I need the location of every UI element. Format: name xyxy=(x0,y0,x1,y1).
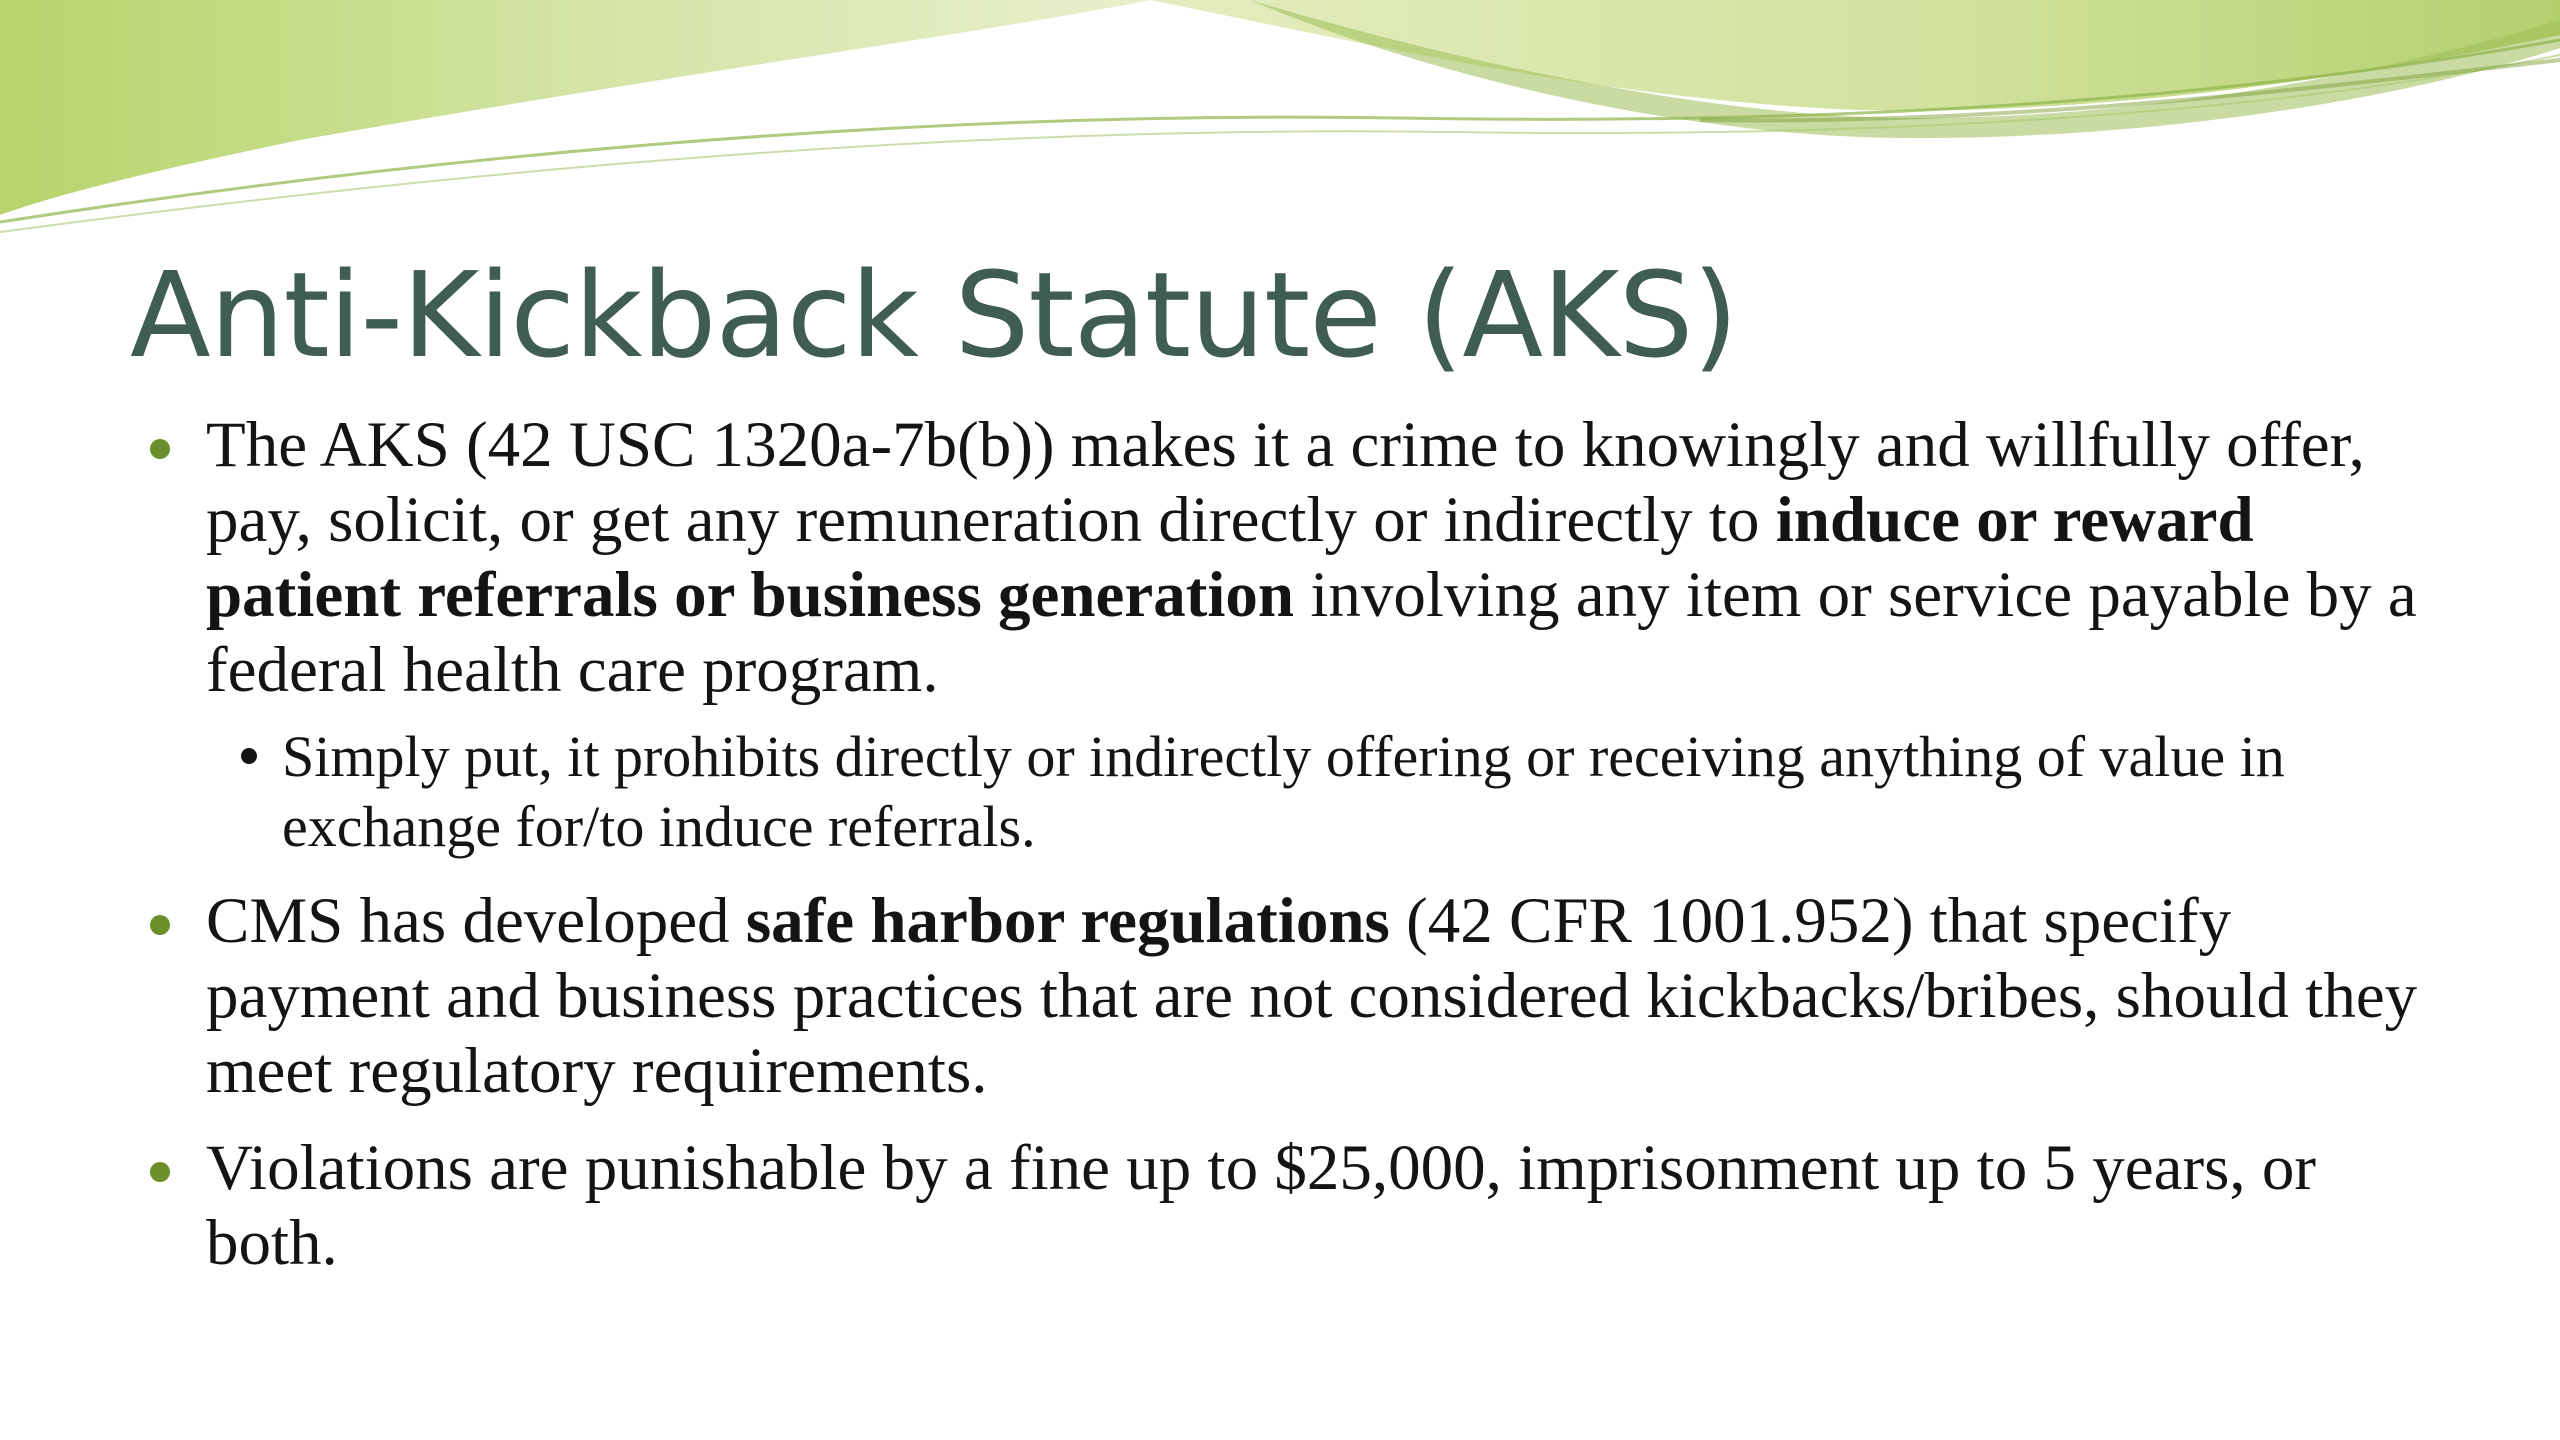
sub-bullet-simply-put xyxy=(226,722,2432,862)
bullet-safe-harbor xyxy=(150,884,2450,1109)
bullet-violations xyxy=(150,1131,2450,1281)
bullet-dot-icon xyxy=(150,915,170,935)
sub-bullet-text: Simply put, it prohibits directly or indirectly offering or receiving anything of value in exchange for/to induce referrals. xyxy=(282,724,2285,859)
bullet-dot-icon xyxy=(150,1162,170,1182)
bullet-list xyxy=(150,408,2450,1303)
bullet-text: CMS has developed xyxy=(206,885,746,957)
sub-bullet-list xyxy=(206,722,2450,862)
bullet-text: The AKS (42 USC 1320a-7b(b)) makes it a crime to knowingly and willfully offer, pay, solicit, or get any remuneration directly or indirectly to xyxy=(206,409,2365,556)
bullet-bold-text: induce or reward patient referrals or business generation xyxy=(206,484,2254,631)
slide-title: Anti-Kickback Statute (AKS) xyxy=(130,246,1738,384)
sub-bullet-dot-icon xyxy=(241,748,257,764)
header-swoosh-decoration xyxy=(0,0,2560,240)
bullet-text: (42 CFR 1001.952) that specify payment and business practices that are not considered kickbacks/bribes, should they meet regulatory requirements. xyxy=(206,885,2418,1107)
bullet-text: Violations are punishable by a fine up to $25,000, imprisonment up to 5 years, or both. xyxy=(206,1132,2317,1279)
bullet-bold-text: safe harbor regulations xyxy=(745,885,1390,957)
bullet-aks-definition xyxy=(150,408,2450,862)
bullet-dot-icon xyxy=(150,439,170,459)
bullet-text: involving any item or service payable by a federal health care program. xyxy=(206,559,2417,706)
